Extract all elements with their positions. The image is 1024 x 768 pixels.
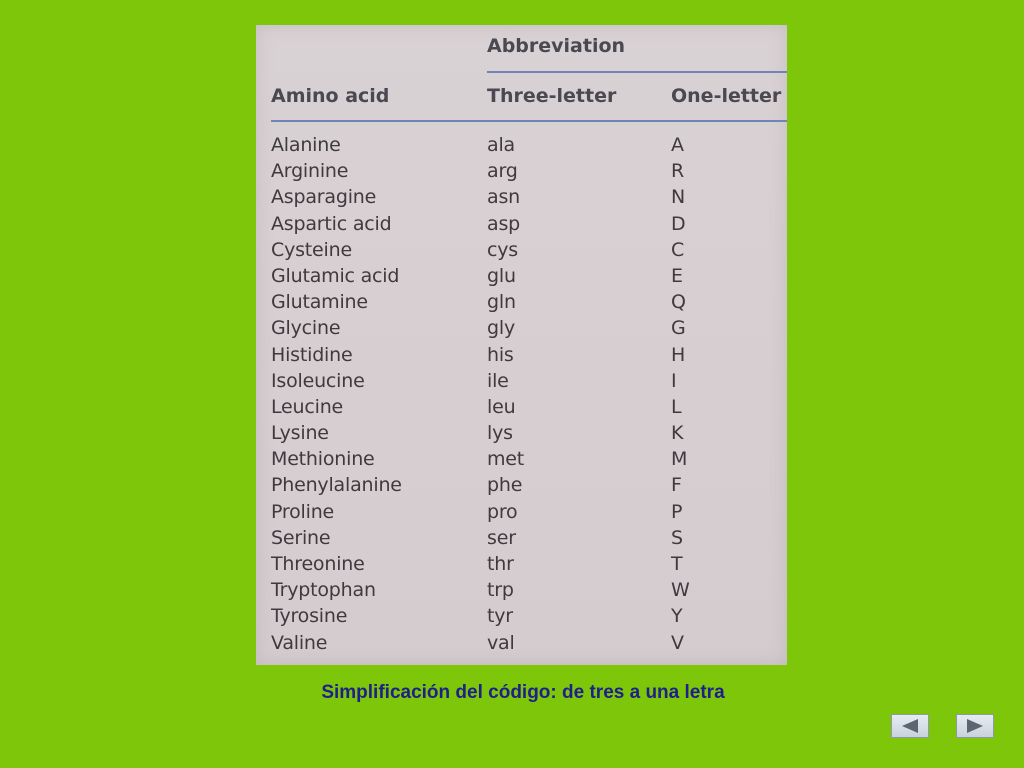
one-letter-code: P xyxy=(671,500,683,523)
three-letter-code: asn xyxy=(487,186,520,209)
three-letter-code: glu xyxy=(487,264,516,287)
one-letter-code-column xyxy=(671,132,690,656)
triangle-left-icon xyxy=(898,718,922,734)
abbreviation-rule xyxy=(487,71,787,73)
three-letter-code: leu xyxy=(487,395,516,418)
amino-acid-name: Leucine xyxy=(271,395,344,418)
amino-acid-name: Glycine xyxy=(271,317,341,340)
one-letter-code: V xyxy=(671,631,684,654)
three-letter-code: ala xyxy=(487,134,515,156)
amino-acid-name: Phenylalanine xyxy=(271,474,402,497)
amino-acid-name: Lysine xyxy=(271,422,329,445)
amino-acid-name: Tryptophan xyxy=(271,579,376,602)
one-letter-code: R xyxy=(671,160,685,183)
one-letter-code: W xyxy=(671,579,690,602)
three-letter-code: his xyxy=(487,343,514,366)
three-letter-code: arg xyxy=(487,160,518,183)
amino-acid-name: Histidine xyxy=(271,343,353,366)
amino-acid-name: Threonine xyxy=(271,553,365,575)
one-letter-code: K xyxy=(671,422,684,445)
amino-acid-name: Glutamine xyxy=(271,291,368,314)
one-letter-code: N xyxy=(671,186,686,209)
one-letter-code: I xyxy=(671,369,677,392)
three-letter-code: val xyxy=(487,631,515,654)
one-letter-code: E xyxy=(671,264,683,287)
three-letter-code: phe xyxy=(487,474,523,497)
one-letter-code: C xyxy=(671,238,685,261)
one-letter-code: Q xyxy=(671,291,686,314)
one-letter-code: A xyxy=(671,134,684,156)
amino-acid-name: Glutamic acid xyxy=(271,264,400,287)
amino-acid-name: Valine xyxy=(271,631,328,654)
previous-slide-button[interactable] xyxy=(891,714,929,738)
amino-acid-name: Proline xyxy=(271,500,335,523)
one-letter-code: L xyxy=(671,395,682,418)
one-letter-code: F xyxy=(671,474,682,497)
one-letter-code: S xyxy=(671,526,683,549)
three-letter-code: ile xyxy=(487,369,509,392)
one-letter-code: H xyxy=(671,343,686,366)
header-rule xyxy=(271,120,787,122)
three-letter-code: gly xyxy=(487,317,515,340)
next-slide-button[interactable] xyxy=(956,714,994,738)
one-letter-column-header: One-letter xyxy=(671,85,782,107)
amino-acid-name: Serine xyxy=(271,526,331,549)
one-letter-code: G xyxy=(671,317,686,340)
three-letter-code: trp xyxy=(487,579,514,602)
one-letter-code: T xyxy=(671,553,683,575)
three-letter-code: met xyxy=(487,448,525,471)
amino-acid-name: Isoleucine xyxy=(271,369,365,392)
slide-caption: Simplificación del código: de tres a una letra xyxy=(321,682,725,703)
three-letter-code: asp xyxy=(487,212,521,235)
amino-acid-name: Alanine xyxy=(271,134,341,156)
three-letter-code: cys xyxy=(487,238,518,261)
amino-acid-table-photo xyxy=(256,25,787,665)
three-letter-code: pro xyxy=(487,500,518,523)
triangle-right-icon xyxy=(963,718,987,734)
amino-acid-column-header: Amino acid xyxy=(271,85,390,107)
amino-acid-name: Methionine xyxy=(271,448,375,471)
three-letter-code-column xyxy=(487,132,524,656)
amino-acid-name-column xyxy=(271,132,402,656)
one-letter-code: M xyxy=(671,448,688,471)
amino-acid-name: Asparagine xyxy=(271,186,377,209)
three-letter-code: lys xyxy=(487,422,513,445)
amino-acid-name: Arginine xyxy=(271,160,349,183)
amino-acid-name: Cysteine xyxy=(271,238,352,261)
amino-acid-name: Aspartic acid xyxy=(271,212,392,235)
three-letter-code: thr xyxy=(487,553,514,575)
one-letter-code: Y xyxy=(671,605,683,628)
three-letter-code: ser xyxy=(487,526,516,549)
three-letter-code: gln xyxy=(487,291,516,314)
three-letter-column-header: Three-letter xyxy=(487,85,617,107)
one-letter-code: D xyxy=(671,212,686,235)
amino-acid-name: Tyrosine xyxy=(271,605,348,628)
abbreviation-header: Abbreviation xyxy=(487,35,626,57)
three-letter-code: tyr xyxy=(487,605,513,628)
